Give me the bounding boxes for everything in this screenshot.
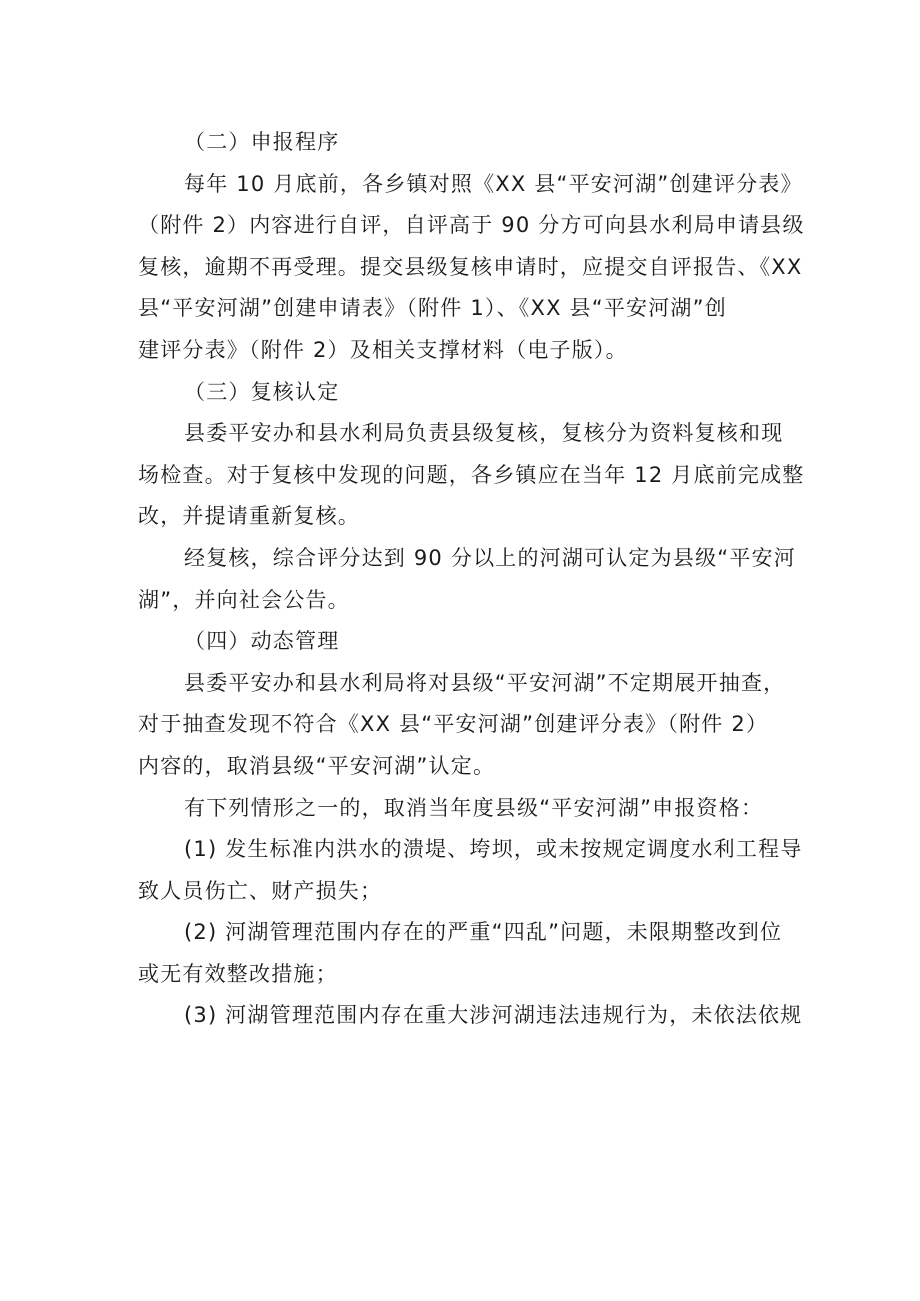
paragraph-line: 复核，逾期不再受理。提交县级复核申请时，应提交自评报告、《XX [138, 254, 803, 279]
paragraph-line: 县委平安办和县水利局将对县级“平安河湖”不定期展开抽查， [184, 670, 786, 695]
section-heading-application-procedure: （二）申报程序 [184, 130, 340, 154]
paragraph-line: 内容的，取消县级“平安河湖”认定。 [138, 753, 496, 778]
paragraph-line: 改，并提请重新复核。 [138, 504, 360, 529]
paragraph-line: 县“平安河湖”创建申请表》（附件 1）、《XX 县“平安河湖”创 [138, 296, 727, 321]
paragraph-line: 每年 10 月底前，各乡镇对照《XX 县“平安河湖”创建评分表》 [184, 171, 803, 196]
paragraph-line: 县委平安办和县水利局负责县级复核，复核分为资料复核和现 [184, 421, 784, 446]
paragraph-line: （附件 2）内容进行自评，自评高于 90 分方可向县水利局申请县级 [138, 213, 805, 238]
paragraph-line: 湖”，并向社会公告。 [138, 587, 350, 612]
list-item-1-continuation: 致人员伤亡、财产损失； [138, 878, 383, 903]
paragraph-line: 场检查。对于复核中发现的问题，各乡镇应在当年 12 月底前完成整 [138, 462, 805, 487]
section-heading-dynamic-management: （四）动态管理 [184, 629, 340, 654]
paragraph-line: 经复核，综合评分达到 90 分以上的河湖可认定为县级“平安河 [184, 545, 796, 570]
document-body [138, 122, 805, 1037]
paragraph-line: 建评分表》（附件 2）及相关支撑材料（电子版）。 [138, 337, 628, 362]
paragraph-line: 对于抽查发现不符合《XX 县“平安河湖”创建评分表》（附件 2） [138, 712, 769, 737]
list-item-1: (1) 发生标准内洪水的溃堤、垮坝，或未按规定调度水利工程导 [184, 837, 803, 862]
list-item-3: (3) 河湖管理范围内存在重大涉河湖违法违规行为，未依法依规 [184, 1003, 803, 1028]
paragraph-line: 有下列情形之一的，取消当年度县级“平安河湖”申报资格： [184, 795, 764, 820]
section-heading-review-certification: （三）复核认定 [184, 379, 340, 404]
list-item-2: (2) 河湖管理范围内存在的严重“四乱”问题，未限期整改到位 [184, 920, 783, 945]
list-item-2-continuation: 或无有效整改措施； [138, 961, 338, 986]
